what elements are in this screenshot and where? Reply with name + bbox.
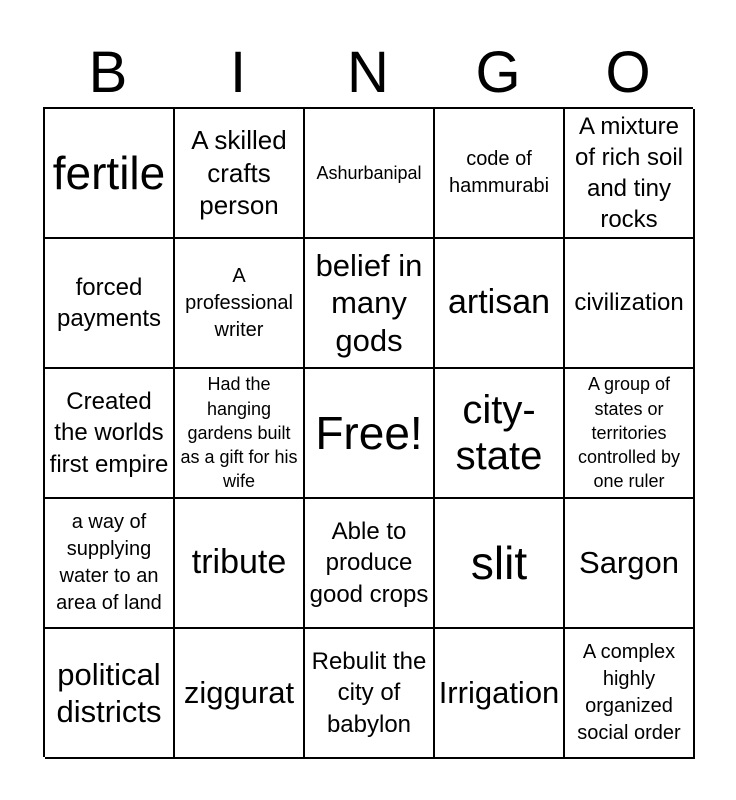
bingo-cell[interactable]: A skilled crafts person bbox=[175, 109, 305, 239]
header-letter-b: B bbox=[88, 40, 128, 105]
header-letter-i: I bbox=[229, 40, 247, 105]
header-letter-g: G bbox=[475, 40, 521, 105]
bingo-cell[interactable]: city-state bbox=[435, 369, 565, 499]
bingo-cell[interactable]: Rebulit the city of babylon bbox=[305, 629, 435, 759]
bingo-cell[interactable]: code of hammurabi bbox=[435, 109, 565, 239]
header-letter-o: O bbox=[605, 40, 651, 105]
bingo-cell[interactable]: A mixture of rich soil and tiny rocks bbox=[565, 109, 695, 239]
bingo-cell[interactable]: artisan bbox=[435, 239, 565, 369]
bingo-cell[interactable]: Able to produce good crops bbox=[305, 499, 435, 629]
bingo-cell[interactable]: tribute bbox=[175, 499, 305, 629]
bingo-cell[interactable]: Had the hanging gardens built as a gift for his wife bbox=[175, 369, 305, 499]
bingo-cell[interactable]: A complex highly organized social order bbox=[565, 629, 695, 759]
header-letter-n: N bbox=[347, 40, 389, 105]
bingo-cell[interactable]: forced payments bbox=[45, 239, 175, 369]
bingo-cell[interactable]: a way of supplying water to an area of land bbox=[45, 499, 175, 629]
bingo-cell[interactable]: Ashurbanipal bbox=[305, 109, 435, 239]
bingo-cell[interactable]: A professional writer bbox=[175, 239, 305, 369]
free-space-cell[interactable]: Free! bbox=[305, 369, 435, 499]
bingo-cell[interactable]: Irrigation bbox=[435, 629, 565, 759]
bingo-cell[interactable]: ziggurat bbox=[175, 629, 305, 759]
bingo-cell[interactable]: belief in many gods bbox=[305, 239, 435, 369]
bingo-cell[interactable]: Sargon bbox=[565, 499, 695, 629]
bingo-cell[interactable]: fertile bbox=[45, 109, 175, 239]
bingo-cell[interactable]: A group of states or territories controlled by one ruler bbox=[565, 369, 695, 499]
bingo-card-grid bbox=[43, 107, 693, 757]
bingo-cell[interactable]: slit bbox=[435, 499, 565, 629]
bingo-cell[interactable]: Created the worlds first empire bbox=[45, 369, 175, 499]
bingo-cell[interactable]: political districts bbox=[45, 629, 175, 759]
bingo-cell[interactable]: civilization bbox=[565, 239, 695, 369]
bingo-header bbox=[43, 40, 693, 106]
